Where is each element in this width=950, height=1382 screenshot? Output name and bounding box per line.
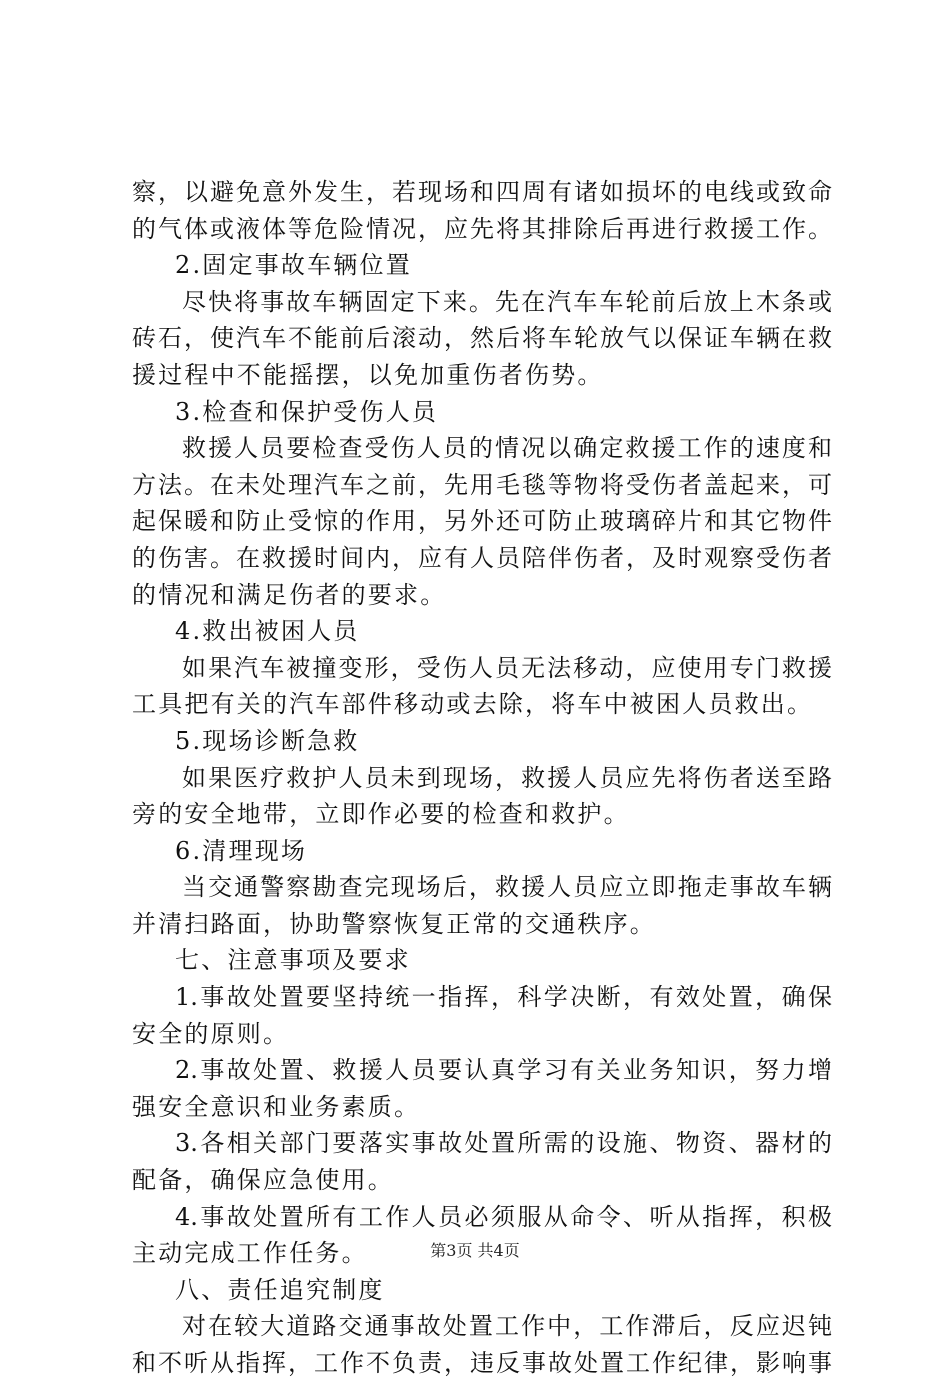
paragraph-line: 察，以避免意外发生，若现场和四周有诸如损坏的电线或致命 [132,178,832,206]
section-heading: 5.现场诊断急救 [175,726,360,755]
paragraph-line: 如果汽车被撞变形，受伤人员无法移动，应使用专门救援 [182,653,832,682]
numbered-item-line: 3.各相关部门要落实事故处置所需的设施、物资、器材的 [175,1129,832,1158]
section-heading: 6.清理现场 [175,836,308,865]
paragraph-line: 救援人员要检查受伤人员的情况以确定救援工作的速度和 [182,434,832,463]
paragraph-line: 强安全意识和业务素质。 [132,1092,421,1121]
paragraph-line: 援过程中不能摇摆，以免加重伤者伤势。 [132,360,604,389]
paragraph-line: 和不听从指挥，工作不负责，违反事故处置工作纪律，影响事 [132,1349,832,1377]
paragraph-line: 的情况和满足伤者的要求。 [132,580,447,609]
paragraph-line: 当交通警察勘查完现场后，救援人员应立即拖走事故车辆 [182,873,832,902]
section-heading: 七、注意事项及要求 [175,946,411,975]
numbered-item-line: 2.事故处置、救援人员要认真学习有关业务知识，努力增 [175,1056,832,1085]
paragraph-line: 的伤害。在救援时间内，应有人员陪伴伤者，及时观察受伤者 [132,543,832,572]
section-heading: 4.救出被困人员 [175,617,360,646]
section-heading: 八、责任追究制度 [175,1275,385,1304]
page-footer: 第3页 共4页 [430,1241,520,1260]
paragraph-line: 安全的原则。 [132,1019,290,1048]
paragraph-line: 配备，确保应急使用。 [132,1166,394,1195]
section-heading: 2.固定事故车辆位置 [175,251,412,280]
numbered-item-line: 4.事故处置所有工作人员必须服从命令、听从指挥，积极 [175,1202,832,1231]
paragraph-line: 方法。在未处理汽车之前，先用毛毯等物将受伤者盖起来，可 [132,470,832,499]
paragraph-line: 的气体或液体等危险情况，应先将其排除后再进行救援工作。 [132,214,832,243]
body-text [132,174,832,1382]
paragraph-line: 砖石，使汽车不能前后滚动，然后将车轮放气以保证车辆在救 [132,324,832,353]
paragraph-line: 主动完成工作任务。 [132,1239,368,1268]
paragraph-line: 起保暖和防止受惊的作用，另外还可防止玻璃碎片和其它物件 [132,507,832,536]
paragraph-line: 对在较大道路交通事故处置工作中，工作滞后，反应迟钝 [182,1312,832,1341]
paragraph-line: 工具把有关的汽车部件移动或去除，将车中被困人员救出。 [132,690,814,719]
paragraph-line: 并清扫路面，协助警察恢复正常的交通秩序。 [132,909,656,938]
numbered-item-line: 1.事故处置要坚持统一指挥，科学决断，有效处置，确保 [175,983,832,1012]
section-heading: 3.检查和保护受伤人员 [175,397,439,426]
paragraph-line: 尽快将事故车辆固定下来。先在汽车车轮前后放上木条或 [182,287,832,316]
paragraph-line: 旁的安全地带，立即作必要的检查和救护。 [132,800,630,829]
paragraph-line: 如果医疗救护人员未到现场，救援人员应先将伤者送至路 [182,763,832,792]
